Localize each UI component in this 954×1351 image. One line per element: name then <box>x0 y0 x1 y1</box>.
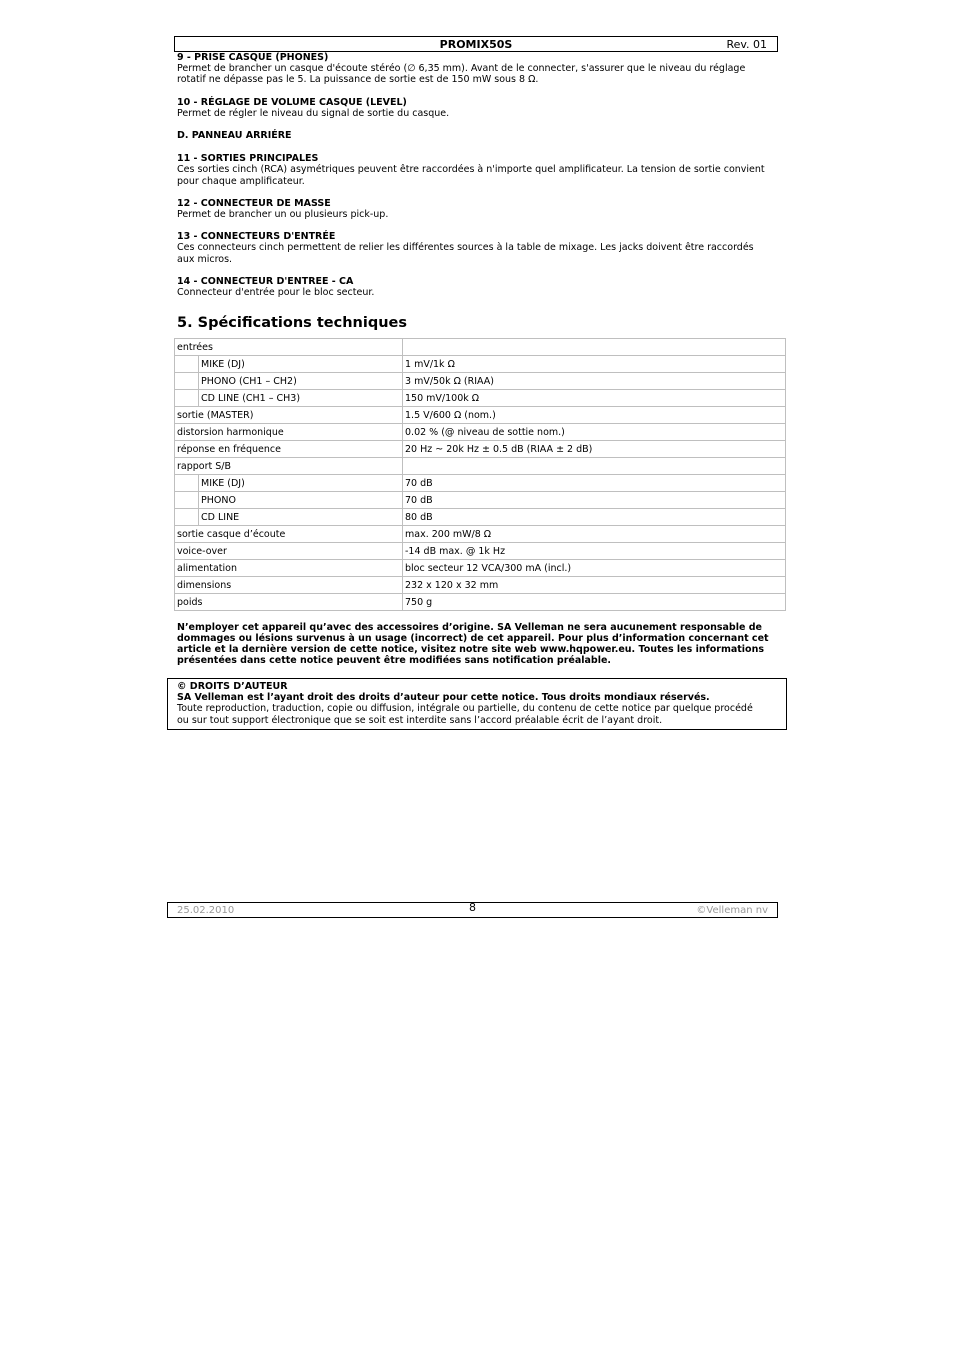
sections-block <box>177 52 781 298</box>
spec-value: 20 Hz ~ 20k Hz ± 0.5 dB (RIAA ± 2 dB) <box>403 441 786 458</box>
spec-value: 750 g <box>403 594 786 611</box>
spec-row <box>175 594 786 611</box>
spec-row <box>175 356 786 373</box>
spec-label: PHONO (CH1 – CH2) <box>199 373 403 390</box>
section-text: Permet de brancher un ou plusieurs pick-up. <box>177 209 389 221</box>
spec-label: MIKE (DJ) <box>199 356 403 373</box>
spec-label: rapport S/B <box>175 458 403 475</box>
spec-row <box>175 475 786 492</box>
section-heading: 11 - SORTIES PRINCIPALES <box>177 153 319 165</box>
revision-label: Rev. 01 <box>726 38 767 51</box>
indent-cell <box>175 356 199 373</box>
warning-line: dommages ou lésions survenus à un usage (incorrect) de cet appareil. Pour plus d’information concernant cet <box>177 633 769 644</box>
spec-label: poids <box>175 594 403 611</box>
spec-label: distorsion harmonique <box>175 424 403 441</box>
section-heading: 14 - CONNECTEUR D'ENTREE - CA <box>177 275 354 287</box>
spec-row <box>175 458 786 475</box>
section-heading: D. PANNEAU ARRIÉRE <box>177 130 292 142</box>
copyright-line: Toute reproduction, traduction, copie ou diffusion, intégrale ou partielle, du contenu de cette notice par quelque procédé <box>177 703 753 715</box>
section-text: pour chaque amplificateur. <box>177 175 305 187</box>
spec-label: dimensions <box>175 577 403 594</box>
indent-cell <box>175 509 199 526</box>
spec-label: sortie (MASTER) <box>175 407 403 424</box>
indent-cell <box>175 475 199 492</box>
spec-label: entrées <box>175 339 403 356</box>
spec-value: -14 dB max. @ 1k Hz <box>403 543 786 560</box>
section-text: Permet de régler le niveau du signal de sortie du casque. <box>177 107 450 119</box>
spec-label: voice-over <box>175 543 403 560</box>
spec-heading: 5. Spécifications techniques <box>177 315 408 331</box>
section-text: rotatif ne dépasse pas le 5. La puissance de sortie est de 150 mW sous 8 Ω. <box>177 74 539 86</box>
spec-row <box>175 526 786 543</box>
copyright-title: © DROITS D’AUTEUR <box>177 681 288 692</box>
spec-table <box>174 338 786 611</box>
spec-row <box>175 424 786 441</box>
spec-value: max. 200 mW/8 Ω <box>403 526 786 543</box>
page-footer <box>167 902 778 918</box>
spec-label: CD LINE <box>199 509 403 526</box>
spec-value: 150 mV/100k Ω <box>403 390 786 407</box>
copyright-subtitle: SA Velleman est l’ayant droit des droits d’auteur pour cette notice. Tous droits mondiaux réservés. <box>177 692 710 704</box>
spec-value <box>403 458 786 475</box>
spec-row <box>175 373 786 390</box>
indent-cell <box>175 390 199 407</box>
section-text: aux micros. <box>177 253 233 265</box>
section-text: Ces connecteurs cinch permettent de relier les différentes sources à la table de mixage. Les jacks doivent être raccordés <box>177 242 754 254</box>
spec-row <box>175 577 786 594</box>
warning-line: N’employer cet appareil qu’avec des accessoires d’origine. SA Velleman ne sera aucunement responsable de <box>177 622 762 633</box>
section-text: Permet de brancher un casque d'écoute stéréo (∅ 6,35 mm). Avant de le connecter, s'assurer que le niveau du réglage <box>177 63 746 75</box>
copyright-box <box>167 678 787 730</box>
spec-value: 80 dB <box>403 509 786 526</box>
spec-value: 70 dB <box>403 492 786 509</box>
spec-value: 0.02 % (@ niveau de sottie nom.) <box>403 424 786 441</box>
spec-row <box>175 509 786 526</box>
spec-label: MIKE (DJ) <box>199 475 403 492</box>
product-title: PROMIX50S <box>439 38 513 51</box>
spec-value: bloc secteur 12 VCA/300 mA (incl.) <box>403 560 786 577</box>
warning-line: présentées dans cette notice peuvent être modifiées sans notification préalable. <box>177 655 612 666</box>
section-heading: 12 - CONNECTEUR DE MASSE <box>177 197 331 209</box>
spec-value: 232 x 120 x 32 mm <box>403 577 786 594</box>
footer-copyright: ©Velleman nv <box>696 905 768 916</box>
spec-value <box>403 339 786 356</box>
indent-cell <box>175 492 199 509</box>
section-text: Ces sorties cinch (RCA) asymétriques peuvent être raccordées à n'importe quel amplificateur. La tension de sortie convient <box>177 164 765 176</box>
section-text: Connecteur d'entrée pour le bloc secteur. <box>177 287 375 299</box>
spec-row <box>175 441 786 458</box>
spec-row <box>175 560 786 577</box>
indent-cell <box>175 373 199 390</box>
spec-value: 3 mV/50k Ω (RIAA) <box>403 373 786 390</box>
warning-notice <box>177 622 781 666</box>
spec-value: 1.5 V/600 Ω (nom.) <box>403 407 786 424</box>
spec-label: réponse en fréquence <box>175 441 403 458</box>
spec-label: CD LINE (CH1 – CH3) <box>199 390 403 407</box>
warning-line: article et la dernière version de cette notice, visitez notre site web www.hqpower.eu. Toutes les informations <box>177 644 765 655</box>
spec-row <box>175 407 786 424</box>
section-heading: 13 - CONNECTEURS D'ENTRÉE <box>177 231 336 243</box>
section-heading: 9 - PRISE CASQUE (PHONES) <box>177 52 329 63</box>
footer-date: 25.02.2010 <box>177 905 235 916</box>
spec-value: 70 dB <box>403 475 786 492</box>
spec-label: alimentation <box>175 560 403 577</box>
page-header <box>174 36 778 52</box>
spec-row <box>175 339 786 356</box>
spec-label: PHONO <box>199 492 403 509</box>
spec-row <box>175 492 786 509</box>
spec-row <box>175 390 786 407</box>
section-heading: 10 - RÉGLAGE DE VOLUME CASQUE (LEVEL) <box>177 96 407 108</box>
copyright-line: ou sur tout support électronique que se soit est interdite sans l’accord préalable écrit de l’ayant droit. <box>177 714 663 726</box>
spec-value: 1 mV/1k Ω <box>403 356 786 373</box>
page-number: 8 <box>469 901 476 914</box>
spec-label: sortie casque d’écoute <box>175 526 403 543</box>
spec-row <box>175 543 786 560</box>
